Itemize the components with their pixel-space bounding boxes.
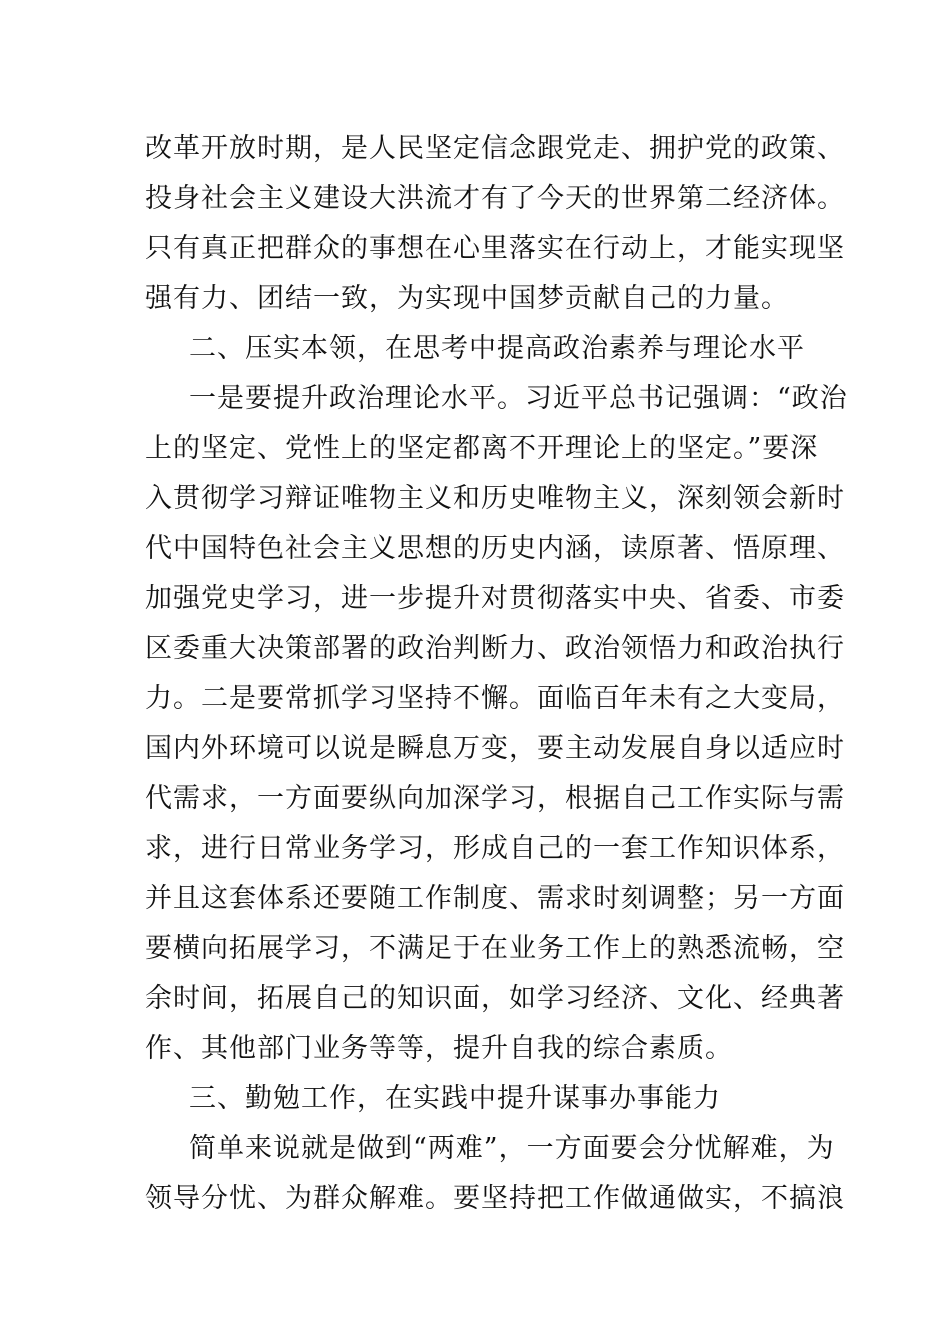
text-line: 作、其他部门业务等等，提升自我的综合素质。 bbox=[145, 1033, 733, 1064]
text-line: 加强党史学习，进一步提升对贯彻落实中央、省委、市委 bbox=[145, 583, 845, 614]
text-line: 并且这套体系还要随工作制度、需求时刻调整；另一方面 bbox=[145, 883, 845, 914]
text-line: 上的坚定、党性上的坚定都离不开理论上的坚定。”要深 bbox=[145, 433, 819, 464]
text-line: 领导分忧、为群众解难。要坚持把工作做通做实，不搞浪 bbox=[145, 1183, 845, 1214]
text-line: 国内外环境可以说是瞬息万变，要主动发展自身以适应时 bbox=[145, 733, 845, 764]
text-line: 入贯彻学习辩证唯物主义和历史唯物主义，深刻领会新时 bbox=[145, 483, 845, 514]
document-body bbox=[145, 124, 848, 1224]
text-line: 余时间，拓展自己的知识面，如学习经济、文化、经典著 bbox=[145, 983, 845, 1014]
text-line: 投身社会主义建设大洪流才有了今天的世界第二经济体。 bbox=[145, 183, 845, 214]
section-heading-2: 二、压实本领，在思考中提高政治素养与理论水平 bbox=[189, 333, 805, 364]
text-line: 改革开放时期，是人民坚定信念跟党走、拥护党的政策、 bbox=[145, 133, 845, 164]
text-line: 要横向拓展学习，不满足于在业务工作上的熟悉流畅，空 bbox=[145, 933, 845, 964]
text-line: 代需求，一方面要纵向加深学习，根据自己工作实际与需 bbox=[145, 783, 845, 814]
text-line: 一是要提升政治理论水平。习近平总书记强调：“政治 bbox=[189, 383, 848, 414]
text-line: 强有力、团结一致，为实现中国梦贡献自己的力量。 bbox=[145, 283, 789, 314]
text-line: 力。二是要常抓学习坚持不懈。面临百年未有之大变局， bbox=[145, 683, 845, 714]
text-line: 代中国特色社会主义思想的历史内涵，读原著、悟原理、 bbox=[145, 533, 845, 564]
text-line: 只有真正把群众的事想在心里落实在行动上，才能实现坚 bbox=[145, 233, 845, 264]
text-line: 区委重大决策部署的政治判断力、政治领悟力和政治执行 bbox=[145, 633, 845, 664]
section-heading-3: 三、勤勉工作，在实践中提升谋事办事能力 bbox=[189, 1083, 721, 1114]
text-line: 简单来说就是做到“两难”，一方面要会分忧解难，为 bbox=[189, 1133, 835, 1164]
text-line: 求，进行日常业务学习，形成自己的一套工作知识体系， bbox=[145, 833, 845, 864]
